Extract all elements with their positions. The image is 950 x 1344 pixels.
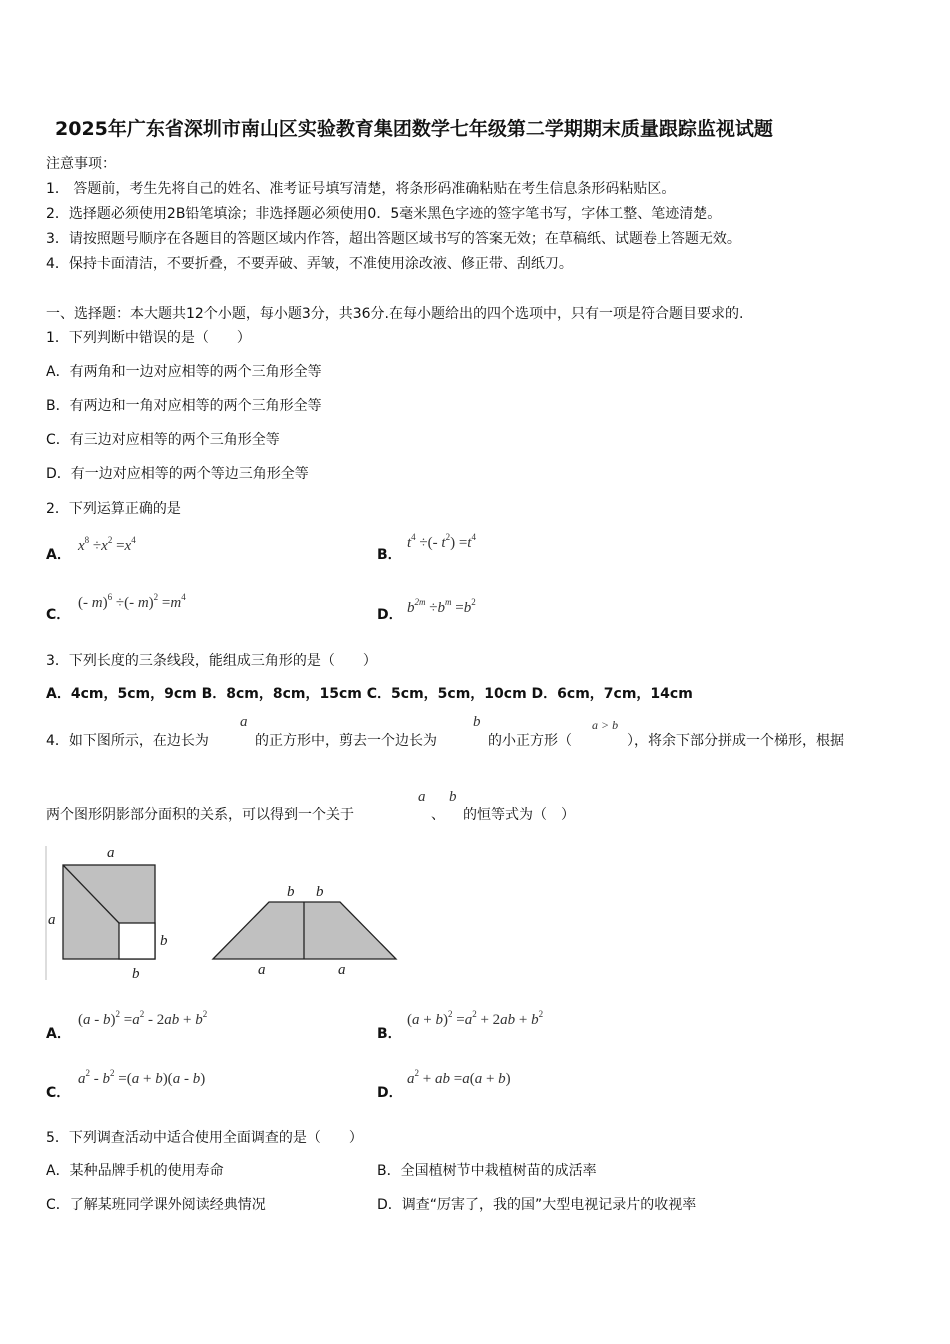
q4-stem-part6: 的恒等式为（ ） [463, 807, 575, 823]
q3-stem: 3．下列长度的三条线段，能组成三角形的是（ ） [46, 653, 377, 669]
q2-stem: 2．下列运算正确的是 [46, 501, 181, 517]
small-square [119, 923, 155, 959]
q1-option-b: B．有两边和一角对应相等的两个三角形全等 [46, 398, 322, 414]
q4-condition: a > b [592, 718, 619, 732]
q1-option-c: C．有三边对应相等的两个三角形全等 [46, 432, 280, 448]
q2-label-a: A． [46, 547, 71, 563]
q5-stem: 5．下列调查活动中适合使用全面调查的是（ ） [46, 1130, 363, 1146]
q1-stem: 1．下列判断中错误的是（ ） [46, 330, 251, 346]
q4-stem-part1: 4．如下图所示，在边长为 [46, 733, 209, 749]
q3-options: A．4cm，5cm，9cm B．8cm，8cm，15cm C．5cm，5cm，10cm D．6cm，7cm，14cm [46, 686, 693, 702]
q4-label-d: D． [377, 1085, 403, 1101]
q4-var-b-2: b [449, 789, 457, 805]
label-small-bottom: b [132, 966, 140, 982]
q2-label-c: C． [46, 607, 71, 623]
q2-formula-d: $b^{2m} \div b^m =b^2$ [407, 597, 476, 616]
notice-item-3: 3．请按照题号顺序在各题目的答题区域内作答，超出答题区域书写的答案无效；在草稿纸、试题卷上答题无效。 [46, 231, 741, 247]
section-heading: 一、选择题：本大题共12个小题，每小题3分，共36分.在每小题给出的四个选项中，只有一项是符合题目要求的. [46, 306, 744, 322]
q5-option-d: D．调查“厉害了，我的国”大型电视记录片的收视率 [377, 1197, 697, 1213]
q4-var-a: a [240, 714, 248, 730]
q4-figure [40, 840, 410, 985]
q4-formula-d: $a^2$ + ab =a(a + b) [407, 1068, 511, 1087]
q5-option-a: A．某种品牌手机的使用寿命 [46, 1163, 224, 1179]
q2-formula-b: $t^4$ ÷(- $t^2) =t^4$ [407, 532, 476, 551]
label-square-top: a [107, 845, 115, 861]
notice-item-1: 1． 答题前，考生先将自己的姓名、准考证号填写清楚，将条形码准确粘贴在考生信息条形码粘贴区。 [46, 181, 676, 197]
label-trap-bottom-right: a [338, 962, 346, 978]
q2-label-b: B． [377, 547, 402, 563]
label-trap-top-left: b [287, 884, 295, 900]
q4-stem-part2: 的正方形中，剪去一个边长为 [255, 733, 437, 749]
q4-stem-part3: 的小正方形（ [488, 733, 572, 749]
q1-option-a: A．有两角和一边对应相等的两个三角形全等 [46, 364, 322, 380]
label-trap-bottom-left: a [258, 962, 266, 978]
q5-option-b: B．全国植树节中栽植树苗的成活率 [377, 1163, 597, 1179]
q2-formula-c: (- m)$^6$ ÷(- $m)^2 =m^4$ [78, 592, 186, 611]
q4-separator: 、 [431, 807, 445, 823]
q5-option-c: C．了解某班同学课外阅读经典情况 [46, 1197, 266, 1213]
q4-label-b: B． [377, 1026, 402, 1042]
q4-var-b: b [473, 714, 481, 730]
q4-label-c: C． [46, 1085, 71, 1101]
q4-formula-c: $a^2 - b^2 =(a + b)(a - b)$ [78, 1068, 206, 1087]
page-title: 2025年广东省深圳市南山区实验教育集团数学七年级第二学期期末质量跟踪监视试题 [55, 118, 773, 140]
label-square-left: a [48, 912, 56, 928]
notice-item-4: 4．保持卡面清洁，不要折叠，不要弄破、弄皱，不准使用涂改液、修正带、刮纸刀。 [46, 256, 573, 272]
q4-stem-part5: 两个图形阴影部分面积的关系，可以得到一个关于 [46, 807, 354, 823]
q2-formula-a: $x^8 \div x^2 =x^4$ [78, 535, 136, 554]
q4-formula-a: $(a - b)^2 =a^2 - 2ab + b^2$ [78, 1009, 208, 1028]
q2-label-d: D． [377, 607, 403, 623]
q4-label-a: A． [46, 1026, 71, 1042]
notice-item-2: 2．选择题必须使用2B铅笔填涂；非选择题必须使用0．5毫米黑色字迹的签字笔书写，字体工整、笔迹清楚。 [46, 206, 722, 222]
q4-formula-b: $(a + b)^2 =a^2 + 2ab + b^2$ [407, 1009, 544, 1028]
notice-heading: 注意事项： [46, 156, 116, 172]
label-small-right: b [160, 933, 168, 949]
q4-var-a-2: a [418, 789, 426, 805]
q4-stem-part4: ），将余下部分拼成一个梯形，根据 [627, 733, 844, 749]
label-trap-top-right: b [316, 884, 324, 900]
q1-option-d: D．有一边对应相等的两个等边三角形全等 [46, 466, 309, 482]
